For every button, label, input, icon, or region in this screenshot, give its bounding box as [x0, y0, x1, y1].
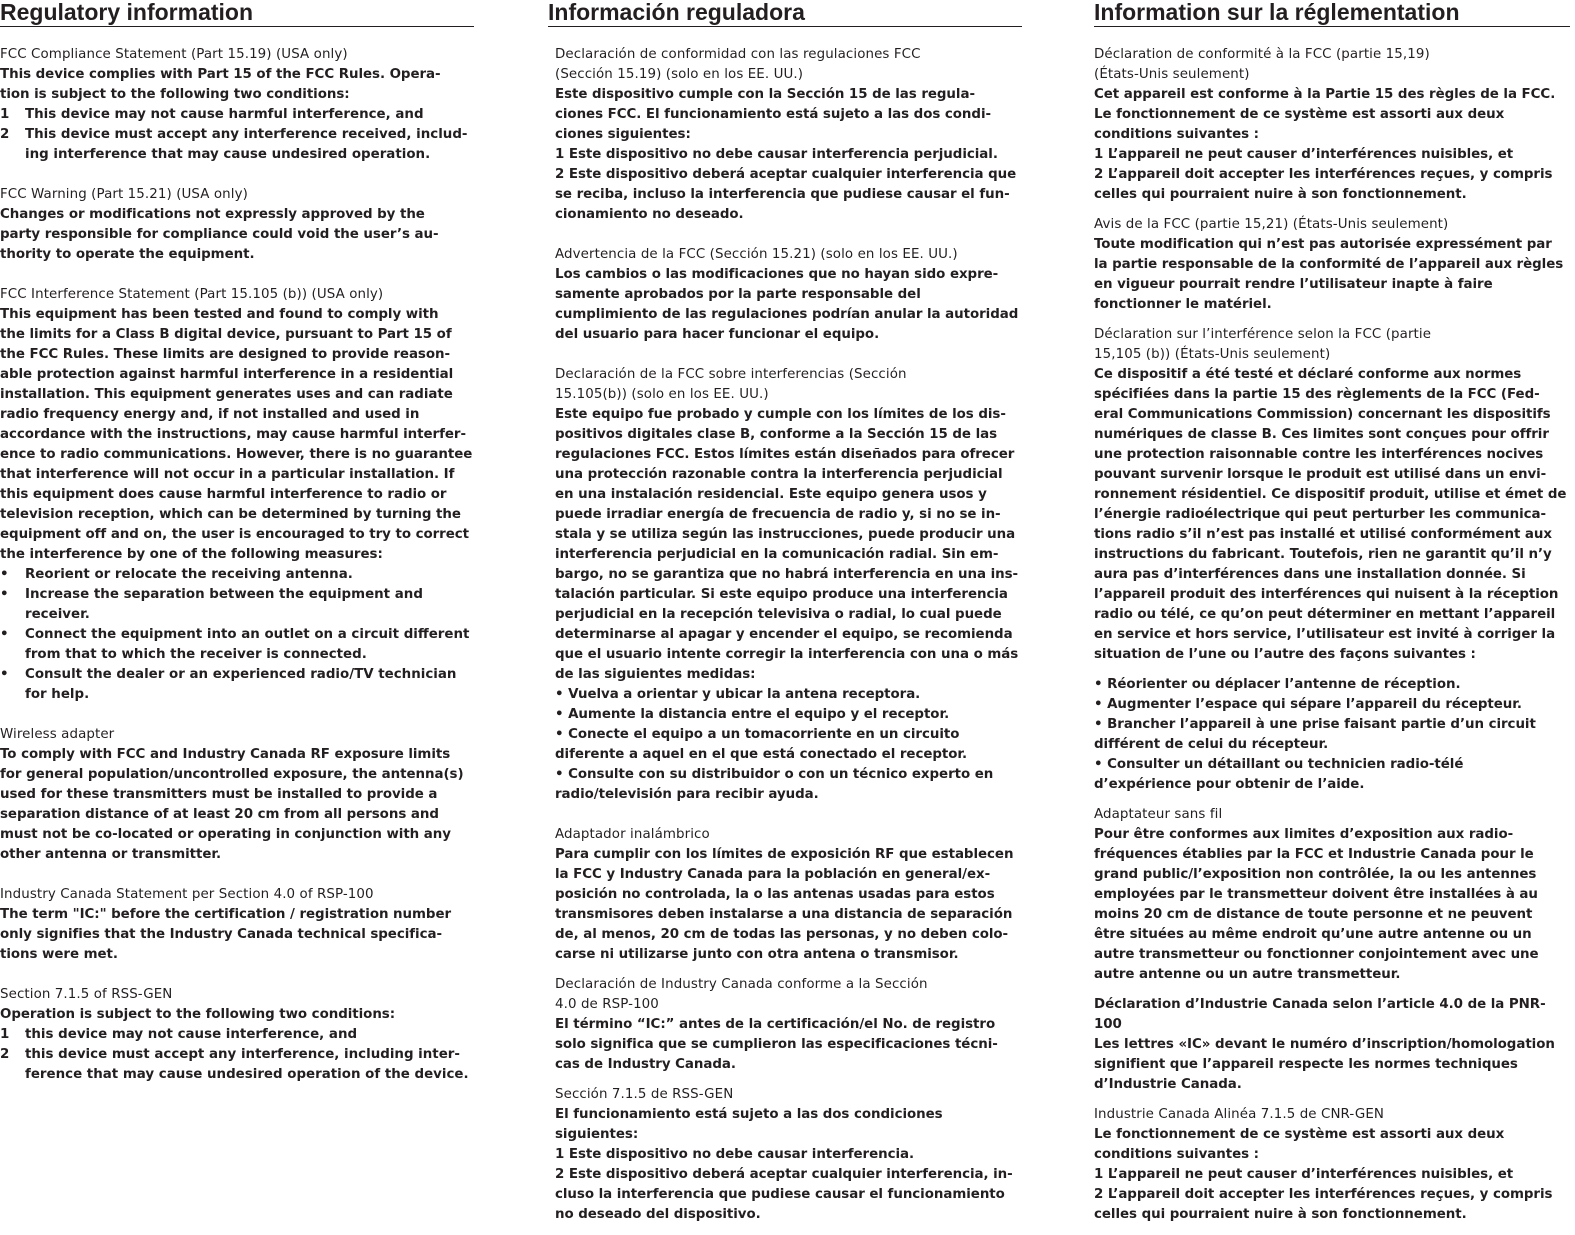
text-line: eral Communications Commission) concernant les dispositifs — [1094, 407, 1551, 422]
text-line: party responsible for compliance could void the user’s au- — [0, 227, 439, 242]
text-line: 1 L’appareil ne peut causer d’interférences nuisibles, et — [1094, 147, 1514, 162]
list-item-line — [0, 1045, 474, 1065]
section — [1094, 805, 1570, 985]
section-heading: Déclaration sur l’interférence selon la FCC (partie — [1094, 327, 1432, 342]
section-body — [1094, 1125, 1570, 1225]
text-line: perjudicial en la recepción televisiva o radial, lo cual puede — [555, 607, 1002, 622]
text-line: Este dispositivo cumple con la Sección 15 de las regula- — [555, 87, 975, 102]
text-line: determinarse al apagar y encender el equipo, se recomienda — [555, 627, 1013, 642]
section — [0, 45, 474, 165]
text-line: the FCC Rules. These limits are designed to provide reason- — [0, 347, 450, 362]
text-line: 1 L’appareil ne peut causer d’interférences nuisibles, et — [1094, 1167, 1514, 1182]
section-body — [555, 845, 1022, 965]
text-line: • Vuelva a orientar y ubicar la antena receptora. — [555, 687, 921, 702]
text-line: d’expérience pour obtenir de l’aide. — [1094, 777, 1365, 792]
text-line: moins 20 cm de distance de toute personne et ne peuvent — [1094, 907, 1533, 922]
text-line: Ce dispositif a été testé et déclaré conforme aux normes — [1094, 367, 1522, 382]
text-line: se reciba, incluso la interferencia que pudiese causar el fun- — [555, 187, 1010, 202]
text-line: celles qui pourraient nuire à son fonctionnement. — [1094, 187, 1467, 202]
section-body — [0, 1005, 474, 1025]
text-line: posición no controlada, la o las antenas usadas para estos — [555, 887, 995, 902]
text-line: que el usuario intente corregir la interferencia con una o más — [555, 647, 1019, 662]
text-line: autre transmetteur ou fonctionner conjointement avec une — [1094, 947, 1539, 962]
text-line: Cet appareil est conforme à la Partie 15 des règles de la FCC. — [1094, 87, 1556, 102]
list-item-line — [0, 125, 474, 145]
section-heading: Avis de la FCC (partie 15,21) (États-Unis seulement) — [1094, 217, 1449, 232]
section — [1094, 995, 1570, 1095]
text-line: cluso la interferencia que pudiese causar el funcionamiento — [555, 1187, 1005, 1202]
condition-list — [0, 565, 474, 705]
text-line: • Augmenter l’espace qui sépare l’appareil du récepteur. — [1094, 697, 1522, 712]
text-line: 1 Este dispositivo no debe causar interferencia perjudicial. — [555, 147, 998, 162]
text-line: une protection raisonnable contre les interférences nocives — [1094, 447, 1544, 462]
text-line: radio ou télé, ce qu’on peut déterminer en mettant l’appareil — [1094, 607, 1556, 622]
text-line: être situées au même endroit qu’une autre antenne ou un — [1094, 927, 1532, 942]
text-line: This equipment has been tested and found to comply with — [0, 307, 439, 322]
section-body — [0, 305, 474, 565]
text-line: situation de l’une ou l’autre des façons suivantes : — [1094, 647, 1476, 662]
text-line: fréquences établies par la FCC et Industrie Canada pour le — [1094, 847, 1534, 862]
text-line: able protection against harmful interference in a residential — [0, 367, 454, 382]
section-heading: Declaración de Industry Canada conforme a la Sección — [555, 977, 928, 992]
text-line: samente aprobados por la parte responsable del — [555, 287, 921, 302]
column-english — [0, 0, 474, 1105]
text-line: radio/televisión para recibir ayuda. — [555, 787, 819, 802]
text-line: numériques de classe B. Ces limites sont conçues pour offrir — [1094, 427, 1549, 442]
text-line: ence to radio communications. However, there is no guarantee — [0, 447, 473, 462]
section-heading: Declaración de conformidad con las regulaciones FCC — [555, 47, 921, 62]
section-heading: 15.105(b)) (solo en los EE. UU.) — [555, 387, 769, 402]
text-line: fonctionner le matériel. — [1094, 297, 1272, 312]
text-line: l’énergie radioélectrique qui peut perturber les communica- — [1094, 507, 1547, 522]
list-item-line — [0, 105, 474, 125]
list-marker: 2 — [0, 127, 10, 142]
text-line: en service et hors service, l’utilisateur est invité à corriger la — [1094, 627, 1556, 642]
list-marker: • — [0, 567, 9, 582]
text-line: • Aumente la distancia entre el equipo y el receptor. — [555, 707, 950, 722]
section-body — [0, 745, 474, 865]
text-line: tions were met. — [0, 947, 118, 962]
section — [0, 885, 474, 965]
text-line: other antenna or transmitter. — [0, 847, 222, 862]
text-line: this equipment does cause harmful interference to radio or — [0, 487, 447, 502]
text-line: conditions suivantes : — [1094, 127, 1259, 142]
section-body — [555, 85, 1022, 225]
list-marker: 1 — [0, 107, 10, 122]
text-line: Le fonctionnement de ce système est assorti aux deux — [1094, 1127, 1505, 1142]
text-line: Los cambios o las modificaciones que no hayan sido expre- — [555, 267, 999, 282]
section — [555, 975, 1022, 1075]
list-item-line — [0, 1025, 474, 1045]
text-line: instructions du fabricant. Toutefois, rien ne garantit qu’il n’y — [1094, 547, 1552, 562]
text-line: 2 L’appareil doit accepter les interférences reçues, y compris — [1094, 1187, 1553, 1202]
text-line: must not be co-located or operating in conjunction with any — [0, 827, 451, 842]
section-body — [1094, 365, 1570, 665]
section-body — [555, 1015, 1022, 1075]
list-item-line — [0, 585, 474, 605]
section-heading: FCC Interference Statement (Part 15.105 (b)) (USA only) — [0, 287, 384, 302]
list-item-text: Consult the dealer or an experienced radio/TV technician — [25, 667, 457, 682]
text-line: pouvant survenir lorsque le produit est utilisé dans un envi- — [1094, 467, 1547, 482]
section — [0, 185, 474, 265]
text-line: positivos digitales clase B, conforme a la Sección 15 de las — [555, 427, 998, 442]
section-heading: Section 7.1.5 of RSS-GEN — [0, 987, 173, 1002]
list-marker: • — [0, 667, 9, 682]
section-heading: (Sección 15.19) (solo en los EE. UU.) — [555, 67, 804, 82]
text-line: 1 Este dispositivo no debe causar interferencia. — [555, 1147, 915, 1162]
text-line: en una instalación residencial. Este equipo genera usos y — [555, 487, 987, 502]
section — [555, 825, 1022, 965]
section-heading: 15,105 (b)) (États-Unis seulement) — [1094, 347, 1331, 362]
column-title: Información reguladora — [548, 0, 1022, 27]
section-body — [0, 65, 474, 105]
text-line: El término “IC:” antes de la certificación/el No. de registro — [555, 1017, 996, 1032]
list-item-text: Increase the separation between the equipment and — [25, 587, 423, 602]
section — [1094, 215, 1570, 315]
text-line: de las siguientes medidas: — [555, 667, 756, 682]
text-line: 2 Este dispositivo deberá aceptar cualquier interferencia, in- — [555, 1167, 1013, 1182]
text-line: radio frequency energy and, if not installed and used in — [0, 407, 420, 422]
text-line: l’appareil produit des interférences qui nuisent à la réception — [1094, 587, 1559, 602]
section — [0, 285, 474, 705]
text-line: signifient que l’appareil respecte les normes techniques — [1094, 1057, 1518, 1072]
section — [555, 45, 1022, 225]
condition-list — [0, 1025, 474, 1085]
text-line: only signifies that the Industry Canada technical specifica- — [0, 927, 442, 942]
section-heading: Industry Canada Statement per Section 4.0 of RSP-100 — [0, 887, 374, 902]
text-line: Le fonctionnement de ce système est assorti aux deux — [1094, 107, 1505, 122]
text-line: cumplimiento de las regulaciones podrían anular la autoridad — [555, 307, 1019, 322]
text-line: no deseado del dispositivo. — [555, 1207, 761, 1222]
text-line: interferencia perjudicial en la comunicación radial. Sin em- — [555, 547, 999, 562]
text-line: This device complies with Part 15 of the FCC Rules. Opera- — [0, 67, 441, 82]
text-line: Déclaration d’Industrie Canada selon l’article 4.0 de la PNR-100 — [1094, 997, 1546, 1032]
text-line: bargo, no se garantiza que no habrá interferencia en una ins- — [555, 567, 1019, 582]
text-line: El funcionamiento está sujeto a las dos condiciones siguientes: — [555, 1107, 943, 1142]
list-item-text: ing interference that may cause undesired operation. — [25, 147, 431, 162]
section-heading: FCC Compliance Statement (Part 15.19) (USA only) — [0, 47, 348, 62]
section-heading: Adaptador inalámbrico — [555, 827, 710, 842]
column-spanish — [548, 0, 1022, 1235]
section — [1094, 675, 1570, 795]
section-body — [555, 1105, 1022, 1225]
section-body — [1094, 235, 1570, 315]
text-line: The term "IC:" before the certification / registration number — [0, 907, 452, 922]
text-line: regulaciones FCC. Estos límites están diseñados para ofrecer — [555, 447, 1015, 462]
text-line: Changes or modifications not expressly approved by the — [0, 207, 425, 222]
text-line: la FCC y Industry Canada para la población en general/ex- — [555, 867, 991, 882]
text-line: ronnement résidentiel. Ce dispositif produit, utilise et émet de — [1094, 487, 1567, 502]
list-item-line — [0, 565, 474, 585]
text-line: cas de Industry Canada. — [555, 1057, 736, 1072]
text-line: ciones FCC. El funcionamiento está sujeto a las dos condi- — [555, 107, 991, 122]
section-body — [1094, 675, 1570, 795]
list-item-line — [0, 145, 474, 165]
list-item-text: This device must accept any interference received, includ- — [25, 127, 468, 142]
text-line: stala y se utiliza según las instrucciones, puede producir una — [555, 527, 1016, 542]
list-item-text: this device may not cause interference, and — [25, 1027, 358, 1042]
text-line: • Consulte con su distribuidor o con un técnico experto en — [555, 767, 994, 782]
list-item-line — [0, 645, 474, 665]
text-line: • Brancher l’appareil à une prise faisant partie d’un circuit — [1094, 717, 1536, 732]
text-line: the limits for a Class B digital device, pursuant to Part 15 of — [0, 327, 452, 342]
section-heading: Advertencia de la FCC (Sección 15.21) (solo en los EE. UU.) — [555, 247, 958, 262]
text-line: 2 Este dispositivo deberá aceptar cualquier interferencia que — [555, 167, 1017, 182]
list-item-text: receiver. — [25, 607, 90, 622]
text-line: transmisores deben instalarse a una distancia de separación — [555, 907, 1013, 922]
text-line: Para cumplir con los límites de exposición RF que establecen — [555, 847, 1014, 862]
text-line: grand public/l’exposition non contrôlée, la ou les antennes — [1094, 867, 1537, 882]
text-line: una protección razonable contra la interferencia perjudicial — [555, 467, 1003, 482]
text-line: used for these transmitters must be installed to provide a — [0, 787, 438, 802]
text-line: en vigueur pourrait rendre l’utilisateur inapte à faire — [1094, 277, 1493, 292]
list-item-text: ference that may cause undesired operation of the device. — [25, 1067, 469, 1082]
text-line: that interference will not occur in a particular installation. If — [0, 467, 455, 482]
text-line: talación particular. Si este equipo produce una interferencia — [555, 587, 1008, 602]
section — [555, 1085, 1022, 1225]
section-heading: Wireless adapter — [0, 727, 115, 742]
section-heading: (États-Unis seulement) — [1094, 67, 1250, 82]
text-line: celles qui pourraient nuire à son fonctionnement. — [1094, 1207, 1467, 1222]
section-body — [555, 405, 1022, 805]
section — [555, 245, 1022, 345]
text-line: equipment off and on, the user is encouraged to try to correct — [0, 527, 469, 542]
section-heading: Sección 7.1.5 de RSS-GEN — [555, 1087, 734, 1102]
section-body — [0, 205, 474, 265]
list-item-text: for help. — [25, 687, 90, 702]
list-marker: • — [0, 587, 9, 602]
text-line: aura pas d’interférences dans une installation donnée. Si — [1094, 567, 1526, 582]
list-item-line — [0, 1065, 474, 1085]
section-body — [1094, 85, 1570, 205]
text-line: for general population/uncontrolled exposure, the antenna(s) — [0, 767, 464, 782]
section-heading: 4.0 de RSP-100 — [555, 997, 659, 1012]
section — [1094, 45, 1570, 205]
text-line: différent de celui du récepteur. — [1094, 737, 1329, 752]
list-item-text: from that to which the receiver is connected. — [25, 647, 367, 662]
column-title: Regulatory information — [0, 0, 474, 27]
section — [0, 725, 474, 865]
list-item-text: this device must accept any interference, including inter- — [25, 1047, 460, 1062]
text-line: del usuario para hacer funcionar el equipo. — [555, 327, 880, 342]
text-line: Les lettres «IC» devant le numéro d’inscription/homologation — [1094, 1037, 1555, 1052]
section-body — [0, 905, 474, 965]
text-line: 2 L’appareil doit accepter les interférences reçues, y compris — [1094, 167, 1553, 182]
text-line: d’Industrie Canada. — [1094, 1077, 1242, 1092]
text-line: accordance with the instructions, may cause harmful interfer- — [0, 427, 466, 442]
text-line: television reception, which can be determined by turning the — [0, 507, 461, 522]
text-line: Operation is subject to the following two conditions: — [0, 1007, 396, 1022]
section-body — [1094, 995, 1570, 1095]
text-line: employées par le transmetteur doivent être installées à au — [1094, 887, 1538, 902]
text-line: autre antenne ou un autre transmetteur. — [1094, 967, 1401, 982]
list-item-text: This device may not cause harmful interference, and — [25, 107, 424, 122]
list-item-text: Reorient or relocate the receiving antenna. — [25, 567, 353, 582]
column-french — [1094, 0, 1570, 1235]
section-heading: Déclaration de conformité à la FCC (partie 15,19) — [1094, 47, 1430, 62]
text-line: To comply with FCC and Industry Canada RF exposure limits — [0, 747, 451, 762]
list-marker: • — [0, 627, 9, 642]
condition-list — [0, 105, 474, 165]
text-line: solo significa que se cumplieron las especificaciones técni- — [555, 1037, 998, 1052]
section — [1094, 1105, 1570, 1225]
text-line: Este equipo fue probado y cumple con los límites de los dis- — [555, 407, 1006, 422]
section — [555, 365, 1022, 805]
list-item-line — [0, 685, 474, 705]
section-body — [1094, 825, 1570, 985]
list-item-line — [0, 665, 474, 685]
text-line: spécifiées dans la partie 15 des règlements de la FCC (Fed- — [1094, 387, 1540, 402]
list-marker: 1 — [0, 1027, 10, 1042]
column-title: Information sur la réglementation — [1094, 0, 1570, 27]
list-item-line — [0, 625, 474, 645]
text-line: conditions suivantes : — [1094, 1147, 1259, 1162]
text-line: separation distance of at least 20 cm from all persons and — [0, 807, 439, 822]
text-line: • Réorienter ou déplacer l’antenne de réception. — [1094, 677, 1461, 692]
text-line: Pour être conformes aux limites d’exposition aux radio- — [1094, 827, 1514, 842]
list-marker: 2 — [0, 1047, 10, 1062]
text-line: • Consulter un détaillant ou technicien radio-télé — [1094, 757, 1464, 772]
text-line: • Conecte el equipo a un tomacorriente en un circuito — [555, 727, 960, 742]
text-line: diferente a aquel en el que está conectado el receptor. — [555, 747, 968, 762]
section-heading: Adaptateur sans fil — [1094, 807, 1223, 822]
section-heading: FCC Warning (Part 15.21) (USA only) — [0, 187, 248, 202]
list-item-line — [0, 605, 474, 625]
section — [0, 985, 474, 1085]
text-line: de, al menos, 20 cm de todas las personas, y no deben colo- — [555, 927, 1009, 942]
section — [1094, 325, 1570, 665]
text-line: la partie responsable de la conformité de l’appareil aux règles — [1094, 257, 1564, 272]
text-line: tions radio s’il n’est pas installé et utilisé conformément aux — [1094, 527, 1552, 542]
text-line: ciones siguientes: — [555, 127, 691, 142]
text-line: the interference by one of the following measures: — [0, 547, 383, 562]
text-line: tion is subject to the following two conditions: — [0, 87, 350, 102]
section-body — [555, 265, 1022, 345]
section-heading: Industrie Canada Alinéa 7.1.5 de CNR-GEN — [1094, 1107, 1384, 1122]
text-line: installation. This equipment generates uses and can radiate — [0, 387, 453, 402]
text-line: cionamiento no deseado. — [555, 207, 744, 222]
text-line: puede irradiar energía de frecuencia de radio y, si no se in- — [555, 507, 1001, 522]
section-heading: Declaración de la FCC sobre interferencias (Sección — [555, 367, 907, 382]
text-line: carse ni utilizarse junto con otra antena o transmisor. — [555, 947, 959, 962]
text-line: Toute modification qui n’est pas autorisée expressément par — [1094, 237, 1552, 252]
text-line: thority to operate the equipment. — [0, 247, 255, 262]
list-item-text: Connect the equipment into an outlet on a circuit different — [25, 627, 470, 642]
